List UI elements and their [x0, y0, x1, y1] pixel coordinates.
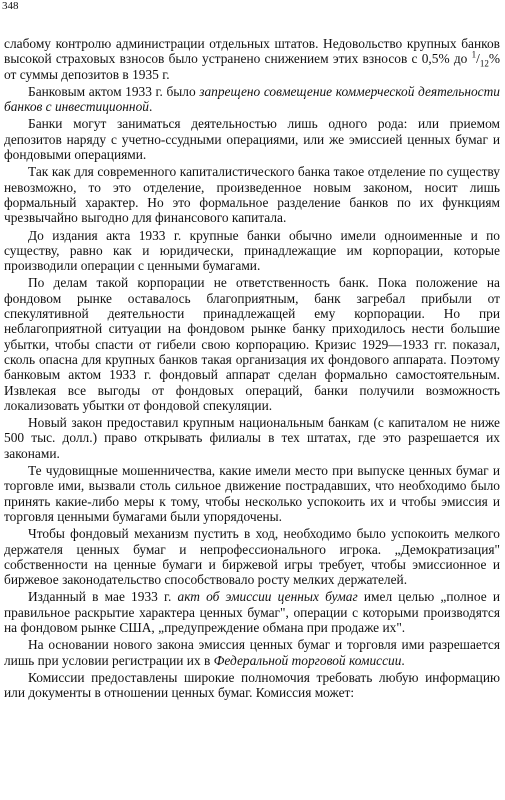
text-run: Банки могут заниматься деятельностью лишь одного рода: или приемом депозитов наряду с учетно-ссудными операциями, или же эмиссией ценных бумаг и фондовыми операциями. [4, 116, 500, 163]
text-run: слабому контролю администрации отдельных штатов. Недовольство крупных банков высокой страховых взносов было устранено снижением этих взносов с 0,5% до [4, 36, 500, 67]
text-run: На основании нового закона эмиссия ценных бумаг и торговля ими разрешается лишь при условии регистрации их в [4, 637, 500, 668]
paragraph-5 [4, 228, 500, 274]
text-run: Новый закон предоставил крупным национальным банкам (с капиталом не ниже 500 тыс. долл.) право открывать филиалы в тех штатах, где это разрешается их законами. [4, 415, 500, 461]
emphasis-text: Федеральной торговой комиссии [213, 652, 402, 668]
text-run: % от суммы депозитов в 1935 г. [4, 51, 500, 82]
body-text [4, 36, 500, 702]
paragraph-11 [4, 637, 500, 668]
text-run: До издания акта 1933 г. крупные банки обычно имели одноименные и по существу, равно как и юридически, принадлежащие им корпорации, которые производили операции с ценными бумагами. [4, 227, 500, 274]
paragraph-7 [4, 415, 500, 461]
text-run: Изданный в мае 1933 г. [28, 589, 178, 605]
paragraph-10 [4, 589, 500, 635]
paragraph-6 [4, 275, 500, 413]
paragraph-1 [4, 36, 500, 82]
text-run: Чтобы фондовый механизм пустить в ход, необходимо было успокоить мелкого держателя ценных бумаг и непрофессионального игрока. „Демократизация" собственности на ценные бумаги и биржевой игры требует, чтобы эмиссионное и биржевое законодательство способствовало росту мелких держателей. [4, 526, 500, 588]
paragraph-4 [4, 164, 500, 225]
page-number: 348 [2, 0, 19, 12]
text-run: Так как для современного капиталистического банка такое отделение по существу невозможно, то это отделение, произведенное новым законом, носит лишь формальный характер. Но это формальное разделение банков по их функциям чрезвычайно выгодно для финансового капитала. [4, 164, 500, 226]
paragraph-3 [4, 116, 500, 162]
paragraph-8 [4, 463, 500, 524]
emphasis-text: запрещено совмещение коммерческой деятельности банков с инвестиционной [4, 83, 500, 115]
text-run: По делам такой корпорации не ответственность банк. Пока положение на фондовом рынке оставалось благоприятным, банк загребал прибыли от спекулятивной деятельности принадлежащей ему корпорации. Но при неблагоприятной ситуации на фондовом рынке банку приходилось нести большие убытки, чтобы спасти от гибели свою корпорацию. Кризис 1929—1933 гг. показал, сколь опасна для крупных банков такая организация их фондового аппарата. Поэтому банковым актом 1933 г. фондовый аппарат сделан формально самостоятельным. Извлекая все выгоды от фондовых операций, банки получили возможность локализовать убытки от фондовой спекуляции. [4, 275, 500, 413]
text-run: Те чудовищные мошенничества, какие имели место при выпуске ценных бумаг и торговле ими, вызвали столь сильное движение пострадавших, что необходимо было принять какие-либо меры к тому, чтобы несколько успокоить их и чтобы эмиссия и торговля ценными бумагами были упорядочены. [4, 463, 500, 524]
text-run: имел целью „полное и правильное раскрытие характера ценных бумаг", операции с которыми производятся на фондовом рынке США, „предупреждение обмана при продаже их". [4, 589, 500, 635]
emphasis-text: акт об эмиссии ценных бумаг [177, 589, 358, 605]
text-run: . [401, 652, 405, 668]
paragraph-9 [4, 526, 500, 587]
text-run: Банковым актом 1933 г. было [28, 83, 200, 99]
text-run: Комиссии предоставлены широкие полномочия требовать любую информацию или документы в отношении ценных бумаг. Комиссия может: [4, 669, 500, 701]
paragraph-2 [4, 84, 500, 115]
fraction-numerator: 1 [471, 49, 477, 60]
text-run: / [476, 51, 480, 67]
text-run: . [148, 99, 153, 115]
paragraph-12 [4, 670, 500, 701]
fraction-denominator: 12 [479, 58, 489, 69]
